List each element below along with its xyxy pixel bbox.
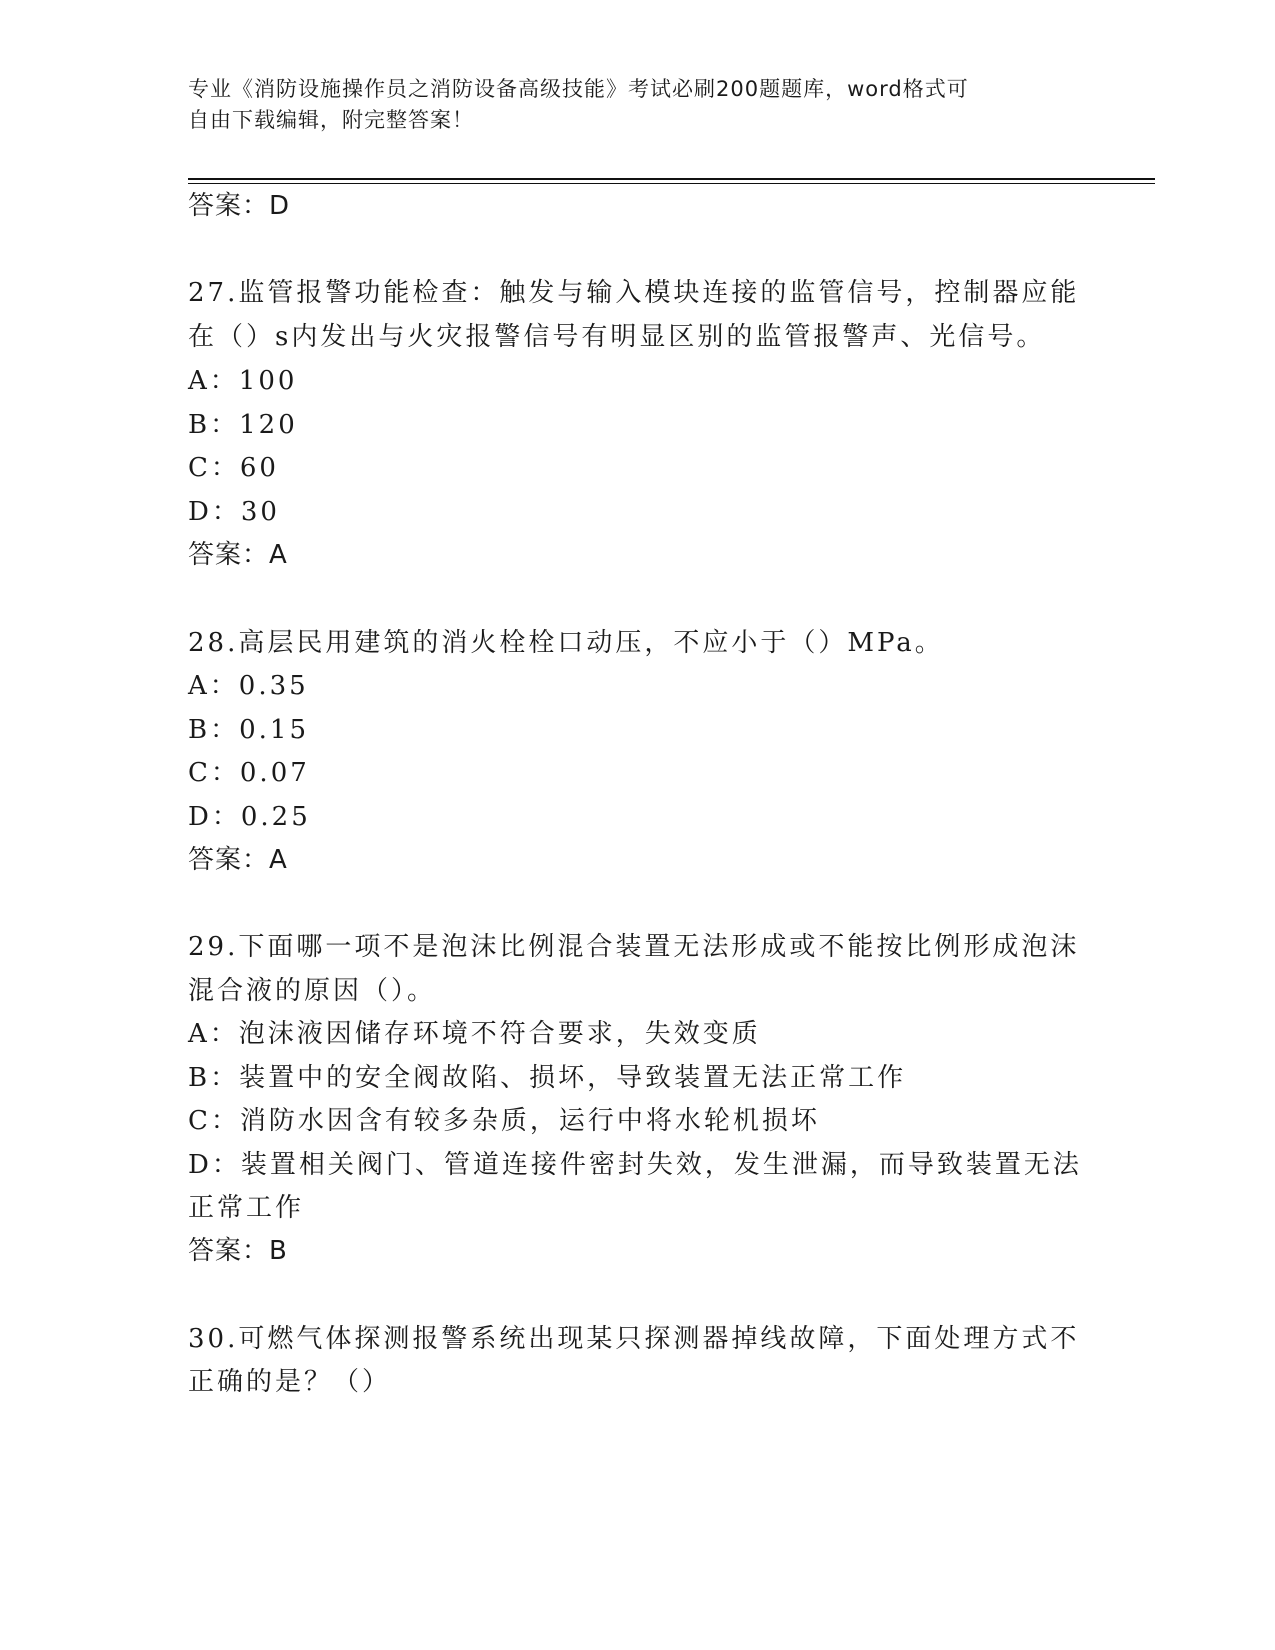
q29-stem-line-2: 混合液的原因（）。 [188,976,437,1006]
q29-option-d-line-1: D：装置相关阀门、管道连接件密封失效，发生泄漏，而导致装置无法 [188,1150,1082,1180]
q28-stem-line-1: 28.高层民用建筑的消火栓栓口动压，不应小于（）MPa。 [188,628,944,658]
header-line-2: 自由下载编辑，附完整答案！ [188,108,474,132]
q28-option-a: A：0.35 [188,671,309,701]
q28-option-d: D：0.25 [188,802,311,832]
q29-option-c: C：消防水因含有较多杂质，运行中将水轮机损坏 [188,1106,820,1136]
header-line-1: 专业《消防设施操作员之消防设备高级技能》考试必刷200题题库，word格式可 [188,77,969,101]
q29-option-d-line-2: 正常工作 [188,1193,305,1223]
previous-answer: 答案：D [188,191,291,221]
q29-option-b: B：装置中的安全阀故陷、损坏，导致装置无法正常工作 [188,1063,907,1093]
q30-stem-line-1: 30.可燃气体探测报警系统出现某只探测器掉线故障，下面处理方式不 [188,1324,1080,1354]
q27-option-d: D：30 [188,497,280,527]
header-divider-thin [188,183,1155,184]
q27-option-a: A：100 [188,366,298,396]
q27-option-b: B：120 [188,410,298,440]
q28-option-c: C：0.07 [188,758,310,788]
q27-stem-line-1: 27.监管报警功能检查：触发与输入模块连接的监管信号，控制器应能 [188,278,1080,308]
q27-stem-line-2: 在（）s内发出与火灾报警信号有明显区别的监管报警声、光信号。 [188,322,1046,352]
q30-stem-line-2: 正确的是？（） [188,1367,392,1397]
document-header [188,74,1068,136]
q28-option-b: B：0.15 [188,715,309,745]
header-divider-thick [188,178,1155,180]
q29-answer: 答案：B [188,1236,288,1266]
q27-answer: 答案：A [188,540,288,570]
q27-option-c: C：60 [188,453,279,483]
q29-stem-line-1: 29.下面哪一项不是泡沫比例混合装置无法形成或不能按比例形成泡沫 [188,932,1080,962]
q29-option-a: A：泡沫液因储存环境不符合要求，失效变质 [188,1019,761,1049]
q28-answer: 答案：A [188,845,288,875]
